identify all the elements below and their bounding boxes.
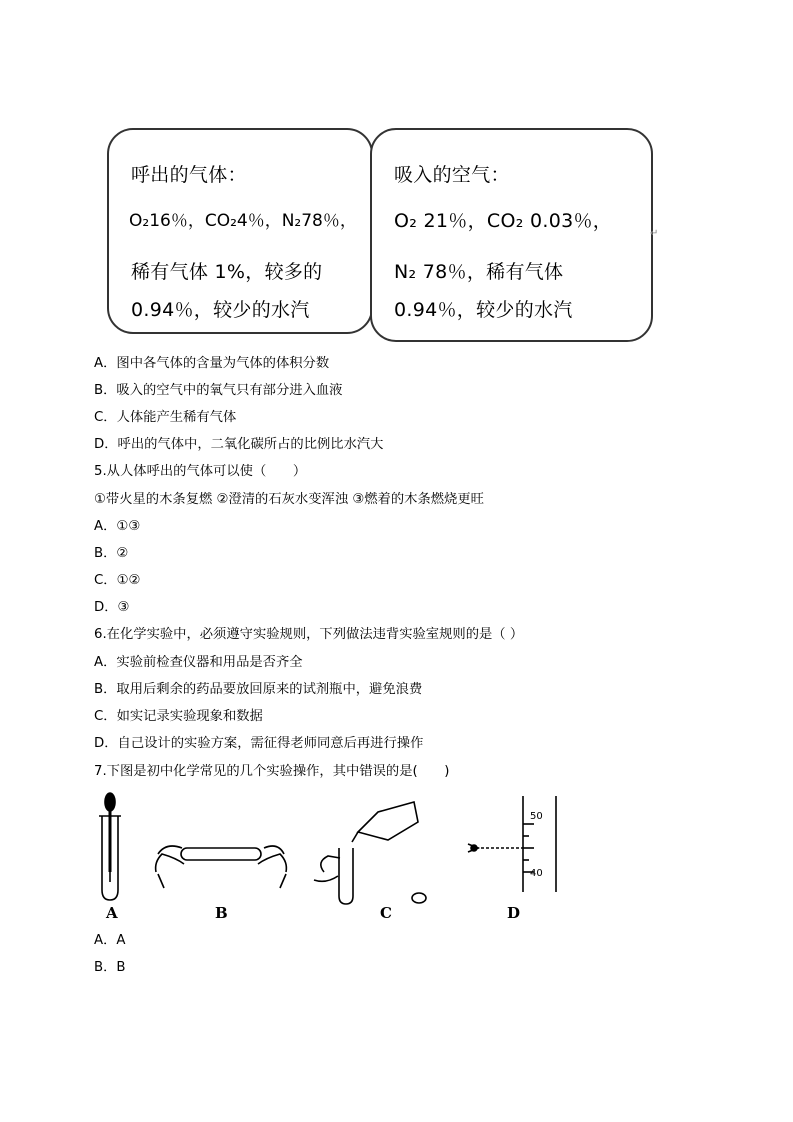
scale-label-40: 40 bbox=[530, 868, 543, 879]
q7-stem: 7.下图是初中化学常见的几个实验操作，其中错误的是( ) bbox=[94, 764, 450, 779]
lab-operations-drawing bbox=[96, 792, 576, 922]
q6-stem: 6.在化学实验中，必须遵守实验规则，下列做法违背实验室规则的是（ ） bbox=[94, 627, 524, 642]
lab-operations-figure bbox=[96, 792, 576, 922]
inhaled-line-1: O₂ 21％，CO₂ 0.03％， bbox=[394, 210, 613, 232]
q7-option-a: A．A bbox=[94, 933, 126, 948]
paragraph-mark: ↵ bbox=[650, 228, 659, 239]
exhaled-line-2: 稀有气体 1%，较多的 bbox=[131, 261, 323, 283]
q6-option-b: B．取用后剩余的药品要放回原来的试剂瓶中，避免浪费 bbox=[94, 682, 423, 697]
exhaled-title: 呼出的气体： bbox=[131, 164, 247, 186]
inhaled-air-box bbox=[370, 128, 653, 342]
q7-option-b: B．B bbox=[94, 960, 126, 975]
exhaled-gas-box bbox=[107, 128, 373, 334]
inhaled-line-3: 0.94％，较少的水汽 bbox=[394, 299, 573, 321]
q5-option-d: D．③ bbox=[94, 600, 130, 615]
q5-option-a: A．①③ bbox=[94, 519, 141, 534]
exhaled-line-1: O₂16％，CO₂4％，N₂78％， bbox=[129, 211, 357, 231]
inhaled-title: 吸入的空气： bbox=[394, 164, 510, 186]
figure-label-d: D bbox=[507, 904, 521, 922]
inhaled-line-2: N₂ 78％，稀有气体 bbox=[394, 261, 564, 283]
q6-option-d: D．自己设计的实验方案，需征得老师同意后再进行操作 bbox=[94, 736, 424, 751]
scale-label-50: 50 bbox=[530, 811, 543, 822]
q5-option-c: C．①② bbox=[94, 573, 141, 588]
q5-statements: ①带火星的木条复燃 ②澄清的石灰水变浑浊 ③燃着的木条燃烧更旺 bbox=[94, 492, 484, 507]
q6-option-a: A．实验前检查仪器和用品是否齐全 bbox=[94, 655, 303, 670]
q5-stem: 5.从人体呼出的气体可以使（ ） bbox=[94, 464, 307, 479]
q6-option-c: C．如实记录实验现象和数据 bbox=[94, 709, 263, 724]
q4-option-a: A．图中各气体的含量为气体的体积分数 bbox=[94, 356, 330, 371]
figure-label-a: A bbox=[106, 904, 118, 922]
figure-label-c: C bbox=[380, 904, 392, 922]
q4-option-c: C．人体能产生稀有气体 bbox=[94, 410, 237, 425]
q4-option-b: B．吸入的空气中的氧气只有部分进入血液 bbox=[94, 383, 343, 398]
exhaled-line-3: 0.94％，较少的水汽 bbox=[131, 299, 310, 321]
q4-option-d: D．呼出的气体中，二氧化碳所占的比例比水汽大 bbox=[94, 437, 384, 452]
figure-label-b: B bbox=[215, 904, 228, 922]
q5-option-b: B．② bbox=[94, 546, 129, 561]
